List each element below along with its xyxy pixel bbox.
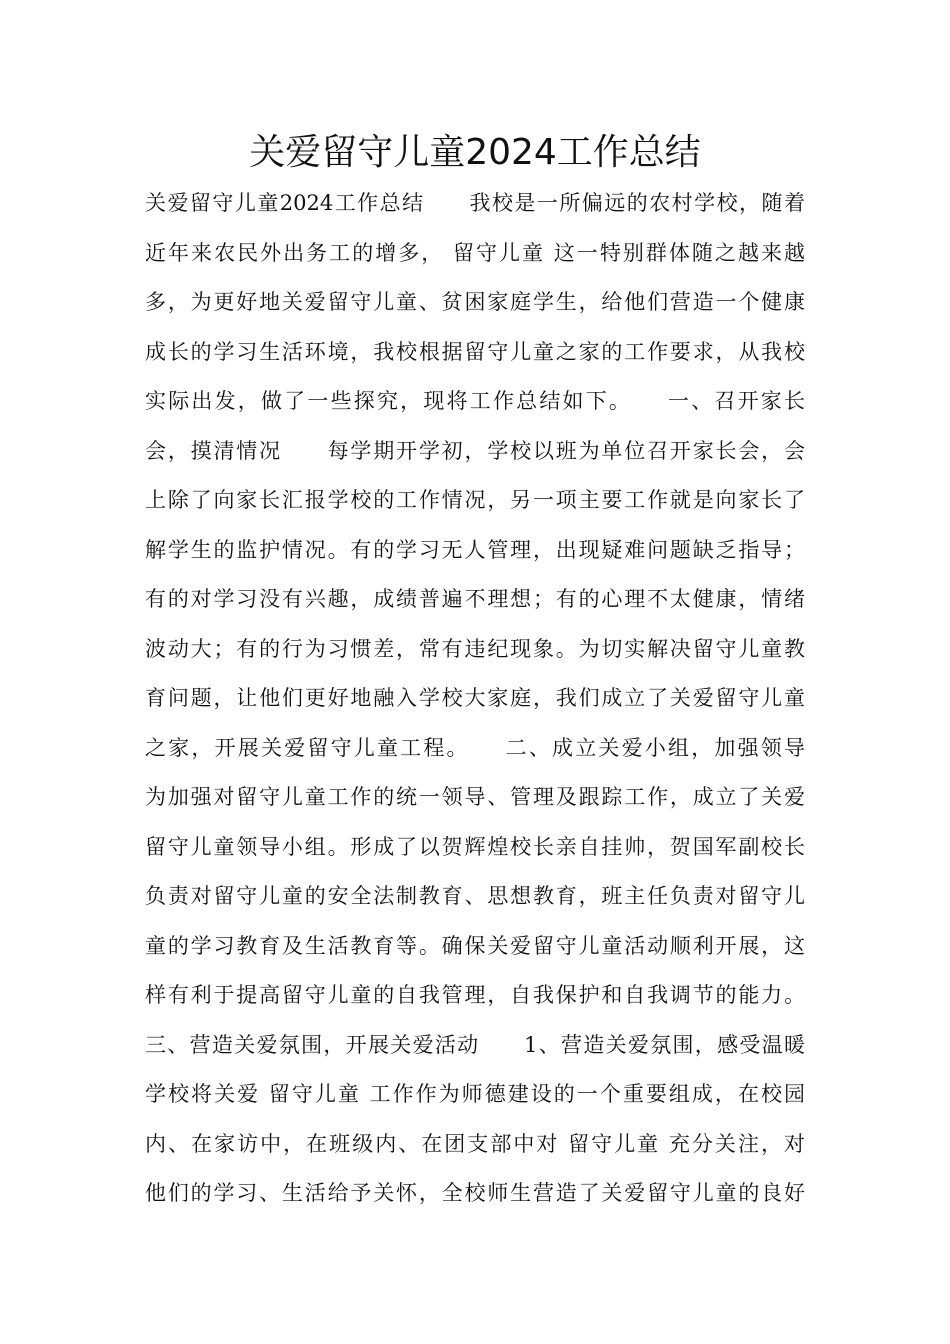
body-line: 三、营造关爱氛围，开展关爱活动 1、营造关爱氛围，感受温暖: [145, 1032, 805, 1057]
body-line: 学校将关爱 留守儿童 工作作为师德建设的一个重要组成，在校园: [145, 1082, 805, 1106]
body-line: 童的学习教育及生活教育等。确保关爱留守儿童活动顺利开展，这: [145, 933, 805, 958]
body-line: 育问题，让他们更好地融入学校大家庭，我们成立了关爱留守儿童: [145, 686, 805, 710]
body-line: 关爱留守儿童2024工作总结 我校是一所偏远的农村学校，随着: [145, 191, 805, 215]
body-line: 成长的学习生活环境，我校根据留守儿童之家的工作要求，从我校: [145, 339, 805, 364]
body-line: 近年来农民外出务工的增多， 留守儿童 这一特别群体随之越来越: [145, 240, 805, 265]
body-line: 之家，开展关爱留守儿童工程。 二、成立关爱小组，加强领导: [145, 735, 805, 760]
body-line: 实际出发，做了一些探究，现将工作总结如下。 一、召开家长: [145, 389, 805, 413]
body-line: 内、在家访中，在班级内、在团支部中对 留守儿童 充分关注，对: [145, 1131, 805, 1156]
body-line: 上除了向家长汇报学校的工作情况，另一项主要工作就是向家长了: [145, 488, 805, 512]
body-line: 负责对留守儿童的安全法制教育、思想教育，班主任负责对留守儿: [145, 884, 805, 908]
document-body: [145, 179, 805, 1219]
body-line: 样有利于提高留守儿童的自我管理，自我保护和自我调节的能力。: [145, 983, 805, 1007]
body-line: 会，摸清情况 每学期开学初，学校以班为单位召开家长会，会: [145, 438, 805, 463]
document-title: 关爱留守儿童2024工作总结: [249, 132, 701, 173]
body-line: 解学生的监护情况。有的学习无人管理，出现疑难问题缺乏指导；: [145, 537, 805, 562]
body-line: 他们的学习、生活给予关怀，全校师生营造了关爱留守儿童的良好: [145, 1181, 805, 1205]
body-line: 留守儿童领导小组。形成了以贺辉煌校长亲自挂帅，贺国军副校长: [145, 834, 805, 859]
body-line: 为加强对留守儿童工作的统一领导、管理及跟踪工作，成立了关爱: [145, 785, 805, 809]
body-line: 波动大；有的行为习惯差，常有违纪现象。为切实解决留守儿童教: [145, 636, 805, 661]
body-line: 多，为更好地关爱留守儿童、贫困家庭学生，给他们营造一个健康: [145, 290, 805, 314]
body-line: 有的对学习没有兴趣，成绩普遍不理想；有的心理不太健康，情绪: [145, 587, 805, 611]
